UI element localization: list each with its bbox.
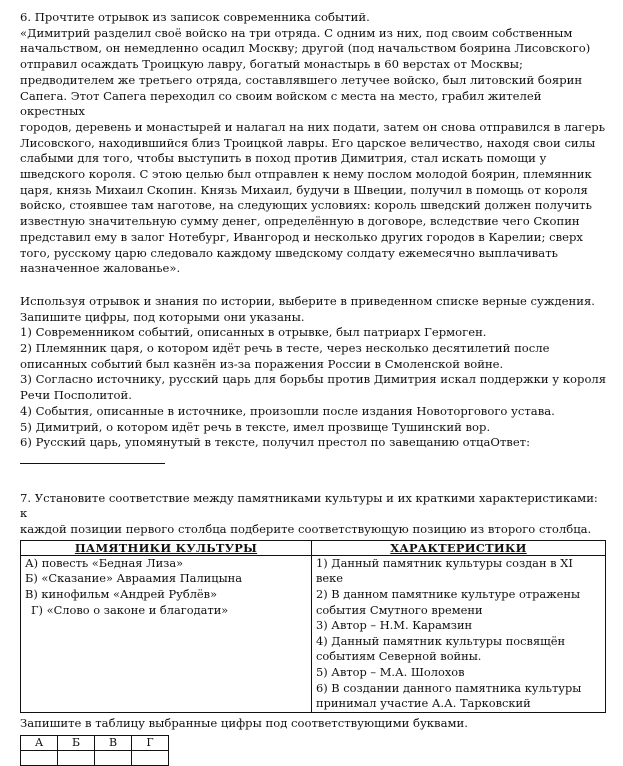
matching-table bbox=[20, 540, 606, 713]
answer-cell-v[interactable] bbox=[95, 751, 132, 766]
passage-line: того, русскому царю следовало каждому шведскому солдату ежемесячно выплачивать bbox=[20, 245, 558, 260]
statement-line: 4) События, описанные в источнике, произошли после издания Новоторгового устава. bbox=[20, 403, 555, 418]
statement-line: 3) Согласно источнику, русский царь для борьбы против Димитрия искал поддержки у короля bbox=[20, 372, 607, 387]
statement-line: 2) Племянник царя, о котором идёт речь в тесте, через несколько десятилетий после bbox=[20, 341, 550, 356]
passage-line: войско, стоявшее там наготове, на следующих условиях: король шведский должен получить bbox=[20, 198, 592, 213]
passage-line: шведского короля. С этою целью был отправлен к нему послом молодой боярин, племянник bbox=[20, 167, 592, 182]
passage-line: представил ему в залог Нотебург, Ивангород и несколько других городов в Карелии; сверх bbox=[20, 229, 583, 244]
passage-line: начальством, он немедленно осадил Москву; другой (под начальством боярина Лисовского) bbox=[20, 41, 591, 56]
characteristic-line: веке bbox=[316, 571, 344, 586]
task6-passage bbox=[20, 26, 608, 277]
passage-line: Лисовского, находившийся близ Троицкой лавры. Его царское величество, находя свои силы bbox=[20, 135, 596, 150]
answer-table bbox=[20, 735, 169, 766]
statement-line: 5) Димитрий, о котором идёт речь в тексте, имел прозвище Тушинский вор. bbox=[20, 419, 491, 434]
passage-line: Сапега. Этот Сапега переходил со своим войском с места на место, грабил жителей окрестных bbox=[20, 88, 542, 119]
passage-line: известную значительную сумму денег, определённую в договоре, вследствие чего Скопин bbox=[20, 214, 580, 229]
col-header-characteristics: ХАРАКТЕРИСТИКИ bbox=[312, 540, 606, 555]
task6-instruction bbox=[20, 294, 608, 325]
task7-heading bbox=[20, 491, 608, 538]
characteristic-line: 1) Данный памятник культуры создан в XI bbox=[316, 555, 573, 570]
monument-item: Г) «Слово о законе и благодати» bbox=[31, 602, 229, 617]
monument-item: В) кинофильм «Андрей Рублёв» bbox=[25, 586, 218, 601]
characteristic-line: принимал участие А.А. Тарковский bbox=[316, 696, 531, 711]
answer-letter-v: В bbox=[95, 736, 132, 751]
instruction-line: Запишите цифры, под которыми они указаны. bbox=[20, 309, 305, 324]
passage-line: «Димитрий разделил своё войско на три отряда. С одним из них, под своим собственным bbox=[20, 25, 573, 40]
task7-heading-line: каждой позиции первого столбца подберите соответствующую позицию из второго столбца. bbox=[20, 522, 592, 537]
task6-statements bbox=[20, 325, 608, 451]
statement-line: Речи Посполитой. bbox=[20, 388, 132, 403]
passage-line: царя, князь Михаил Скопин. Князь Михаил, будучи в Швеции, получил в помощь от короля bbox=[20, 182, 588, 197]
characteristic-line: 5) Автор – М.А. Шолохов bbox=[316, 664, 465, 679]
monuments-cell bbox=[21, 555, 312, 712]
characteristics-cell bbox=[312, 555, 606, 712]
task6-heading: 6. Прочтите отрывок из записок современника событий. bbox=[20, 10, 370, 24]
answer-letter-g: Г bbox=[132, 736, 169, 751]
characteristic-line: 6) В создании данного памятника культуры bbox=[316, 680, 582, 695]
worksheet-page bbox=[20, 10, 608, 766]
passage-line: слабыми для того, чтобы выступить в поход против Димитрия, стал искать помощи у bbox=[20, 151, 547, 166]
characteristic-line: 2) В данном памятнике культуре отражены bbox=[316, 586, 581, 601]
characteristic-line: события Смутного времени bbox=[316, 602, 483, 617]
monument-item: А) повесть «Бедная Лиза» bbox=[25, 555, 184, 570]
characteristic-line: 3) Автор – Н.М. Карамзин bbox=[316, 618, 473, 633]
answer-cell-g[interactable] bbox=[132, 751, 169, 766]
passage-line: отправил осаждать Троицкую лавру, богатый монастырь в 60 верстах от Москвы; bbox=[20, 57, 523, 72]
statement-line: 6) Русский царь, упомянутый в тексте, получил престол по завещанию отцаОтвет: bbox=[20, 435, 531, 450]
statement-line: 1) Современником событий, описанных в отрывке, был патриарх Гермоген. bbox=[20, 325, 487, 340]
passage-line: городов, деревень и монастырей и налагал на них подати, затем он снова отправился в лагерь bbox=[20, 119, 606, 134]
characteristic-line: событиям Северной войны. bbox=[316, 649, 482, 664]
task6-answer-line[interactable] bbox=[20, 451, 165, 464]
answer-letter-b: Б bbox=[58, 736, 95, 751]
answer-cell-b[interactable] bbox=[58, 751, 95, 766]
statement-line: описанных событий был казнён из-за поражения России в Смоленской войне. bbox=[20, 356, 504, 371]
characteristic-line: 4) Данный памятник культуры посвящён bbox=[316, 633, 566, 648]
passage-line: назначенное жалованье». bbox=[20, 261, 181, 276]
col-header-monuments: ПАМЯТНИКИ КУЛЬТУРЫ bbox=[21, 540, 312, 555]
instruction-line: Используя отрывок и знания по истории, выберите в приведенном списке верные суждения. bbox=[20, 293, 595, 308]
answer-instruction: Запишите в таблицу выбранные цифры под соответствующими буквами. bbox=[20, 715, 468, 730]
task7-heading-line: 7. Установите соответствие между памятниками культуры и их краткими характеристиками: к bbox=[20, 490, 598, 521]
passage-line: предводителем же третьего отряда, составлявшего летучее войско, был литовский боярин bbox=[20, 72, 583, 87]
monument-item: Б) «Сказание» Авраамия Палицына bbox=[25, 571, 243, 586]
answer-cell-a[interactable] bbox=[21, 751, 58, 766]
answer-letter-a: А bbox=[21, 736, 58, 751]
